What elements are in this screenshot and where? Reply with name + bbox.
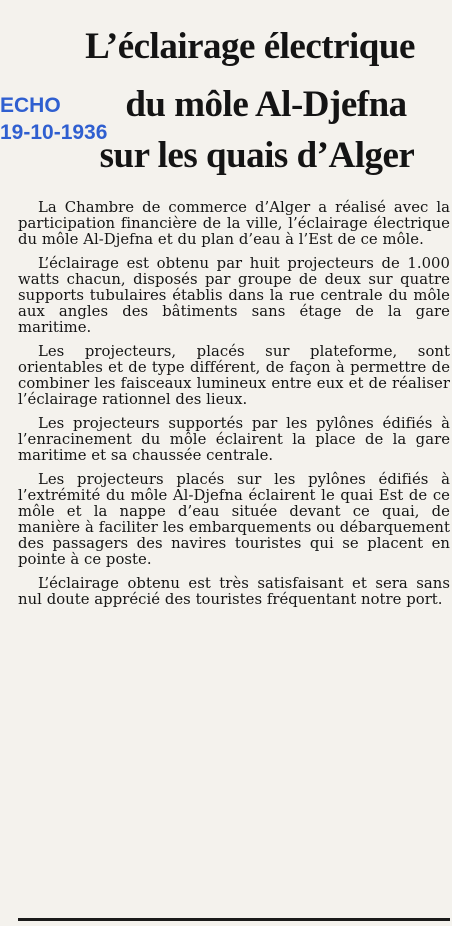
source-stamp-date: 19-10-1936 [0, 121, 108, 144]
paragraph-4: Les projecteurs supportés par les pylônes édifiés à l’enracinement du môle éclairent la place de la gare maritime et sa chaussée centrale. [18, 415, 450, 464]
headline-line-3: sur les quais d’Alger [99, 135, 415, 176]
paragraph-6: L’éclairage obtenu est très satisfaisant et sera sans nul doute apprécié des touristes fréquentant notre port. [18, 575, 450, 608]
article-body [18, 200, 450, 616]
paragraph-3: Les projecteurs, placés sur plateforme, sont orientables et de type différent, de façon à permettre de combiner les faisceaux lumineux entre eux et de réaliser l’éclairage rationnel des lieux. [18, 343, 450, 408]
headline-line-1: L’éclairage électrique [85, 26, 415, 67]
paragraph-5: Les projecteurs placés sur les pylônes édifiés à l’extrémité du môle Al-Djefna éclairent le quai Est de ce môle et la nappe d’eau située devant ce quai, de manière à faciliter les embarquements ou débarquement des passagers des navires touristes qui se placent en pointe à ce poste. [18, 471, 450, 568]
bottom-rule [18, 918, 450, 921]
paragraph-2: L’éclairage est obtenu par huit projecteurs de 1.000 watts chacun, disposés par groupe de deux sur quatre supports tubulaires établis dans la rue centrale du môle aux angles des bâtiments sans étage de la gare maritime. [18, 255, 450, 336]
source-stamp-name: ECHO [0, 94, 61, 117]
paragraph-1: La Chambre de commerce d’Alger a réalisé avec la participation financière de la ville, l’éclairage électrique du môle Al-Djefna et du plan d’eau à l’Est de ce môle. [18, 199, 450, 248]
headline-line-2: du môle Al-Djefna [125, 84, 407, 125]
